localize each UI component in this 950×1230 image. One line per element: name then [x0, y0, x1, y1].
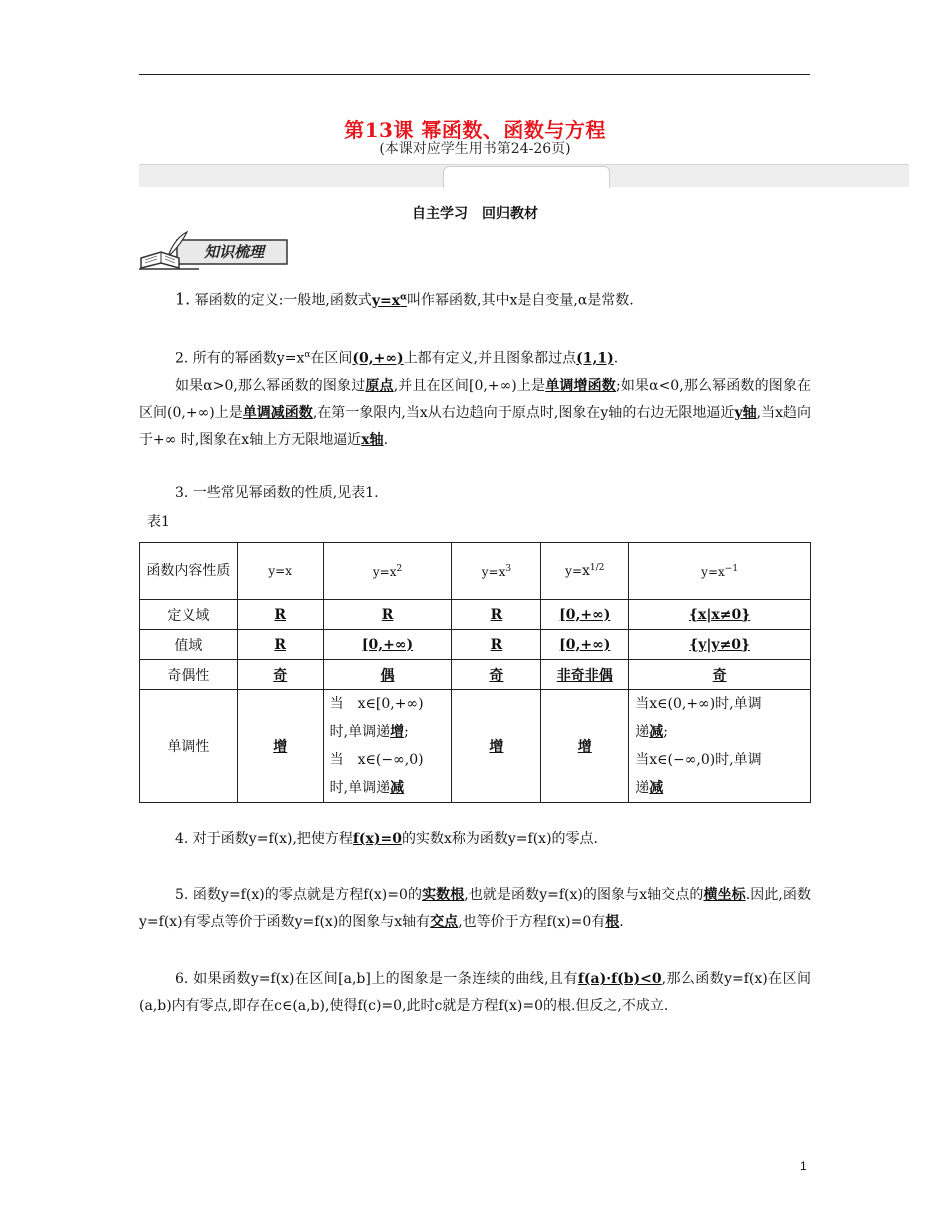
item-number: 1.: [175, 289, 191, 309]
text: 4. 对于函数y=f(x),把使方程: [175, 831, 353, 847]
table-cell: 增: [237, 690, 323, 803]
power-function-table: [139, 542, 811, 803]
answer: 交点: [430, 914, 459, 930]
answer: (0,+∞): [352, 350, 404, 367]
text: .: [383, 431, 389, 448]
answer: 根: [605, 914, 620, 930]
text: ,也等价于方程f(x)=0有: [458, 914, 606, 930]
table-corner-cell: 函数内容性质: [140, 543, 238, 600]
answer: (1,1): [576, 350, 614, 367]
knowledge-badge: [139, 230, 289, 272]
answer: 单调增函数: [545, 377, 616, 394]
text: 的实数x称为函数y=f(x)的零点.: [402, 831, 598, 847]
row-label: 奇偶性: [140, 660, 238, 690]
header-cell: $y=x^3$: [452, 543, 541, 600]
text: ,那么函数y=f(x)在区间(a,b)内有零点,即存在c∈(a,b),使得f(c)=0,此时c就是方程f(x)=0的根.但反之,不成立.: [139, 971, 811, 1014]
text: 在区间: [310, 350, 353, 367]
table-cell: [0,+∞): [323, 630, 452, 660]
text: ,在第一象限内,当x从右边趋向于原点时,图象在y轴的右边无限地逼近: [312, 404, 735, 421]
text: 叫作幂函数,其中x是自变量,α是常数.: [407, 292, 634, 309]
table-cell: 当 x∈[0,+∞) 时,单调递增; 当 x∈(−∞,0) 时,单调递减: [323, 690, 452, 803]
table-header-row: [140, 543, 811, 600]
table-cell: 奇: [629, 660, 811, 690]
table-cell: 奇: [237, 660, 323, 690]
row-label: 值域: [140, 630, 238, 660]
answer: 原点: [365, 377, 394, 394]
book-pen-icon: [139, 230, 289, 272]
table-cell: 增: [541, 690, 629, 803]
table-cell: R: [323, 600, 452, 630]
text: ,也就是函数y=f(x)的图象与x轴交点的: [464, 887, 704, 903]
table-cell: R: [237, 600, 323, 630]
text: ,当x趋向于+∞ 时,图象在x轴上方无限地逼近: [139, 404, 812, 448]
answer: 单调减函数: [242, 404, 313, 421]
header-cell: $y=x^2$: [323, 543, 452, 600]
table-cell: [0,+∞): [541, 630, 629, 660]
table-cell: 增: [452, 690, 541, 803]
answer: 实数根: [422, 887, 465, 903]
table-cell: R: [452, 600, 541, 630]
paragraph-6: [139, 966, 811, 1020]
header-tab: [443, 166, 610, 188]
header-cell: $y=x^{-1}$: [629, 543, 811, 600]
answer: x轴: [361, 431, 384, 448]
table-cell: 奇: [452, 660, 541, 690]
text: 上都有定义,并且图象都过点: [403, 350, 577, 367]
text: 2. 所有的幂函数y=x: [175, 350, 305, 367]
answer: f(a)·f(b)<0: [577, 971, 662, 987]
table-row-range: [140, 630, 811, 660]
table-cell: {y|y≠0}: [629, 630, 811, 660]
text: .因此,函数y=f(x)有零点等价于函数y=f(x)的图象与x轴有: [139, 887, 811, 930]
text: α: [304, 350, 311, 360]
table-cell: 偶: [323, 660, 452, 690]
table-cell: 非奇非偶: [541, 660, 629, 690]
page-number: 1: [800, 1159, 807, 1173]
text: .: [619, 914, 624, 930]
text: 5. 函数y=f(x)的零点就是方程f(x)=0的: [175, 887, 423, 903]
lesson-title: 第13课 幂函数、函数与方程: [344, 118, 606, 142]
top-rule: [139, 74, 810, 75]
paragraph-4: [139, 826, 811, 853]
paragraph-1: [139, 284, 811, 315]
paragraph-2: [139, 342, 811, 454]
text: ,并且在区间[0,+∞)上是: [393, 377, 546, 394]
table-cell: R: [237, 630, 323, 660]
table-cell: R: [452, 630, 541, 660]
answer: y轴: [734, 404, 757, 421]
table-row-monotonicity: [140, 690, 811, 803]
table-cell: [0,+∞): [541, 600, 629, 630]
header-cell: $y=x^{1/2}$: [541, 543, 629, 600]
text: 幂函数的定义:一般地,函数式: [190, 292, 372, 309]
section-title: 自主学习 回归教材: [412, 206, 538, 222]
table-cell: {x|x≠0}: [629, 600, 811, 630]
row-label: 定义域: [140, 600, 238, 630]
text: 6. 如果函数y=f(x)在区间[a,b]上的图象是一条连续的曲线,且有: [175, 971, 578, 987]
row-label: 单调性: [140, 690, 238, 803]
text: ;如果α<0,那么幂函数的图象在区间(0,+∞)上是: [139, 377, 812, 421]
header-cell: y=x: [237, 543, 323, 600]
table-cell: 当x∈(0,+∞)时,单调 递减; 当x∈(−∞,0)时,单调 递减: [629, 690, 811, 803]
lesson-subtitle: (本课对应学生用书第24-26页): [379, 141, 571, 157]
table-row-domain: [140, 600, 811, 630]
paragraph-5: [139, 882, 811, 936]
text: 如果α>0,那么幂函数的图象过: [175, 377, 366, 394]
badge-label: 知识梳理: [203, 243, 265, 261]
table-caption: 表1: [147, 514, 170, 530]
answer: f(x)=0: [352, 831, 402, 847]
answer: $y=x^\alpha$: [371, 292, 408, 309]
paragraph-3: 3. 一些常见幂函数的性质,见表1.: [175, 485, 379, 501]
table-row-parity: [140, 660, 811, 690]
text: .: [613, 350, 619, 367]
answer: 横坐标: [703, 887, 746, 903]
